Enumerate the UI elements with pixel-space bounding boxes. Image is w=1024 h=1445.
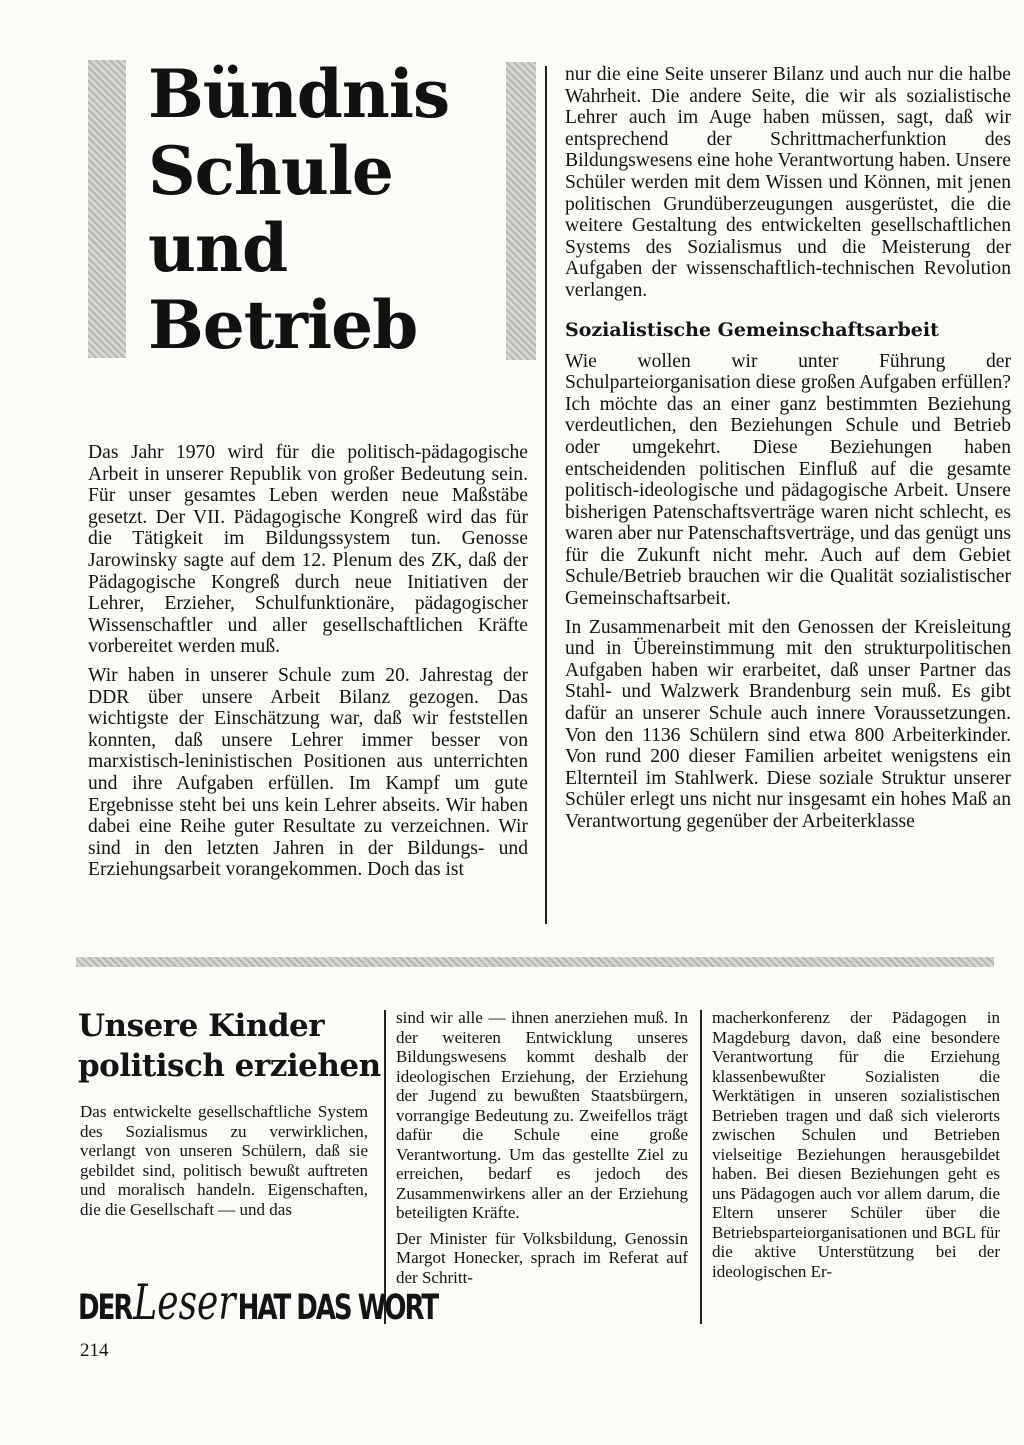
paragraph: sind wir alle — ihnen anerziehen muß. In der weiteren Entwicklung unseres Bildungswesens kommt deshalb der ideologischen Erziehung, der Erziehung der Jugend zu bewußten Staatsbürgern, vorrangige Bedeutung zu. Zweifellos trägt dafür die Schule eine große Verantwortung. Um das gestellte Ziel zu erreichen, bedarf es jedoch des Zusammenwirkens aller an der Erziehung beteiligten Kräfte. bbox=[396, 1008, 688, 1222]
reader-column-banner bbox=[78, 1276, 437, 1331]
title-line: Bündnis bbox=[148, 55, 450, 133]
article2-column-2 bbox=[396, 1008, 688, 1293]
title-shade-right bbox=[506, 62, 536, 360]
paragraph: Der Minister für Volksbildung, Genossin Margot Honecker, sprach im Referat auf der Schritt- bbox=[396, 1228, 688, 1287]
paragraph: Das Jahr 1970 wird für die politisch-pädagogische Arbeit in unserer Republik von großer Bedeutung sein. Für unser gesamtes Leben werden neue Maßstäbe gesetzt. Der VII. Pädagogische Kongreß wird das für die Tätigkeit im Bildungssystem tun. Genosse Jarowinsky sagte auf dem 12. Plenum des ZK, daß der Pädagogische Kongreß durch neue Initiativen der Lehrer, Erzieher, Schulfunktionäre, pädagogischer Wissenschaftler und aller gesellschaftlichen Kräfte vorbereitet werden muß. bbox=[88, 442, 528, 658]
paragraph: macherkonferenz der Pädagogen in Magdeburg davon, daß eine besondere Verantwortung für die Erziehung klassenbewußter Sozialisten die Werktätigen in unseren sozialistischen Betrieben tragen und daß sich vielerorts zwischen Schulen und Betrieben vielseitige Beziehungen herausgebildet haben. Bei diesen Beziehungen geht es uns Pädagogen auch vor allem darum, die Eltern unserer Schüler über die Betriebsparteiorganisationen und BGL für die aktive Unterstützung bei der ideologischen Er- bbox=[712, 1008, 1000, 1281]
paragraph: In Zusammenarbeit mit den Genossen der Kreisleitung und in Übereinstimmung mit den strukturpolitischen Aufgaben haben wir erarbeitet, daß unser Partner das Stahl- und Walzwerk Brandenburg sein muß. Es gibt dafür an unserer Schule auch innere Voraussetzungen. Von den 1136 Schülern sind etwa 800 Arbeiterkinder. Von rund 200 dieser Familien arbeitet wenigstens ein Elternteil im Stahlwerk. Diese soziale Struktur unserer Schüler erlegt uns nicht nur insgesamt ein hohes Maß an Verantwortung gegenüber der Arbeiterklasse bbox=[565, 616, 1011, 832]
title-line: Schule bbox=[148, 132, 393, 210]
section-subheading: Sozialistische Gemeinschaftsarbeit bbox=[565, 318, 939, 341]
column-divider bbox=[545, 66, 547, 924]
article1-column-right bbox=[565, 64, 1011, 840]
banner-script-leser: Leser bbox=[133, 1276, 236, 1332]
paragraph: Wie wollen wir unter Führung der Schulparteiorganisation diese großen Aufgaben erfüllen? Ich möchte das an einer ganz bestimmten Beziehung verdeutlichen, den Beziehungen Schule und Betrieb oder umgekehrt. Diese Beziehungen haben entscheidenden politischen Einfluß auf die gesamte politisch-ideologische und pädagogische Arbeit. Unsere bisherigen Patenschaftsverträge waren nicht schlecht, es waren aber nur Patenschaftsverträge, und das genügt uns für die Zukunft nicht mehr. Auch auf dem Gebiet Schule/Betrieb brauchen wir die Qualität sozialistischer Gemeinschaftsarbeit. bbox=[565, 350, 1011, 610]
banner-text-der: DER bbox=[78, 1288, 132, 1329]
title-line: Unsere Kinder bbox=[78, 1008, 325, 1044]
article2-title bbox=[78, 1006, 381, 1086]
column-divider bbox=[700, 1010, 702, 1324]
title-line: politisch erziehen bbox=[78, 1048, 381, 1084]
horizontal-separator bbox=[76, 957, 994, 967]
title-line: und bbox=[148, 209, 288, 287]
paragraph: Wir haben in unserer Schule zum 20. Jahrestag der DDR über unsere Arbeit Bilanz gezogen. Das wichtigste der Einschätzung war, daß wir feststellen konnten, daß unsere Lehrer immer besser von marxistisch-leninistischen Positionen aus unterrichten und ihre Aufgaben erfüllen. Im Kampf um gute Ergebnisse steht bei uns kein Lehrer abseits. Wir haben dabei eine Reihe guter Resultate zu verzeichnen. Wir sind in den letzten Jahren in der Bildungs- und Erziehungsarbeit vorangekommen. Doch das ist bbox=[88, 664, 528, 881]
article2-column-3 bbox=[712, 1008, 1000, 1287]
paragraph: Das entwickelte gesellschaftliche System des Sozialismus zu verwirklichen, verlangt von unseren Schülern, daß sie gebildet sind, politisch bewußt auftreten und moralisch handeln. Eigenschaften, die die Gesellschaft — und das bbox=[80, 1102, 368, 1219]
article1-column-left bbox=[88, 442, 528, 888]
paragraph: nur die eine Seite unserer Bilanz und auch nur die halbe Wahrheit. Die andere Seite, die wir als sozialistische Lehrer auch im Auge haben müssen, sagt, daß wir entsprechend der Schrittmacherfunktion des Bildungswesens eine hohe Verantwortung haben. Unsere Schüler werden mit dem Wissen und Können, mit jenen politischen Grundüberzeugungen ausgerüstet, die die weitere Gestaltung des entwickelten gesellschaftlichen Systems des Sozialismus und die Meisterung der Aufgaben der wissenschaftlich-technischen Revolution verlangen. bbox=[565, 64, 1011, 301]
article1-title bbox=[148, 56, 449, 364]
banner-text-hat-das-wort: HAT DAS WORT bbox=[237, 1288, 438, 1329]
title-shade-left bbox=[88, 60, 126, 358]
article2-column-1 bbox=[80, 1102, 368, 1225]
page-number: 214 bbox=[80, 1340, 109, 1361]
title-line: Betrieb bbox=[148, 286, 418, 364]
